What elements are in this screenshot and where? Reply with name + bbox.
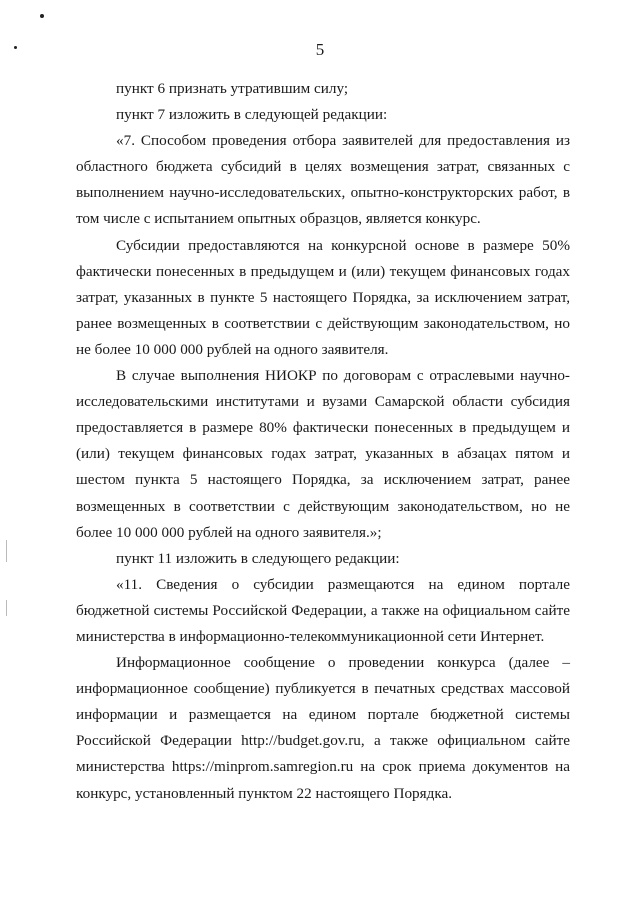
scan-edge-mark — [6, 540, 7, 562]
paragraph: «11. Сведения о субсидии размещаются на едином портале бюджетной системы Российской Федерации, а также на официальном сайте министерства в информационно-телекоммуникационной сети Интернет. — [76, 575, 570, 645]
paragraph: пункт 6 признать утратившим силу; — [116, 80, 349, 97]
page-number: 5 — [315, 40, 325, 59]
paragraph: пункт 11 изложить в следующего редакции: — [116, 549, 400, 567]
scan-speck — [40, 14, 44, 18]
paragraph: Субсидии предоставляются на конкурсной основе в размере 50% фактически понесенных в предыдущем и (или) текущем финансовых годах затрат, указанных в пункте 5 настоящего Порядка, за исключением затрат, ранее возмещенных в соответствии с действующим законодательством, но не более 10 000 000 рублей на одного заявителя. — [76, 236, 570, 358]
paragraph: пункт 7 изложить в следующей редакции: — [116, 106, 388, 124]
scan-edge-mark — [6, 600, 7, 616]
paragraph: «7. Способом проведения отбора заявителей для предоставления из областного бюджета субсидий в целях возмещения затрат, связанных с выполнением научно-исследовательских, опытно-конструкторских работ, в том числе с испытанием опытных образцов, является конкурс. — [76, 132, 570, 228]
paragraph: В случае выполнения НИОКР по договорам с отраслевыми научно-исследовательскими институтами и вузами Самарской области субсидия предоставляется в размере 80% фактически понесенных в предыдущем и (или) текущем финансовых годах затрат, указанных в абзацах пятом и шестом пункта 5 настоящего Порядка, за исключением затрат, ранее возмещенных в соответствии с действующим законодательством, но не более 10 000 000 рублей на одного заявителя.»; — [76, 367, 570, 541]
document-body — [76, 76, 570, 807]
paragraph: Информационное сообщение о проведении конкурса (далее – информационное сообщение) публикуется в печатных средствах массовой информации и размещается на едином портале бюджетной системы Российской Федерации http://budget.gov.ru, а также официальном сайте министерства https://minprom.samregion.ru на срок приема документов на конкурс, установленный пунктом 22 настоящего Порядка. — [76, 654, 570, 802]
